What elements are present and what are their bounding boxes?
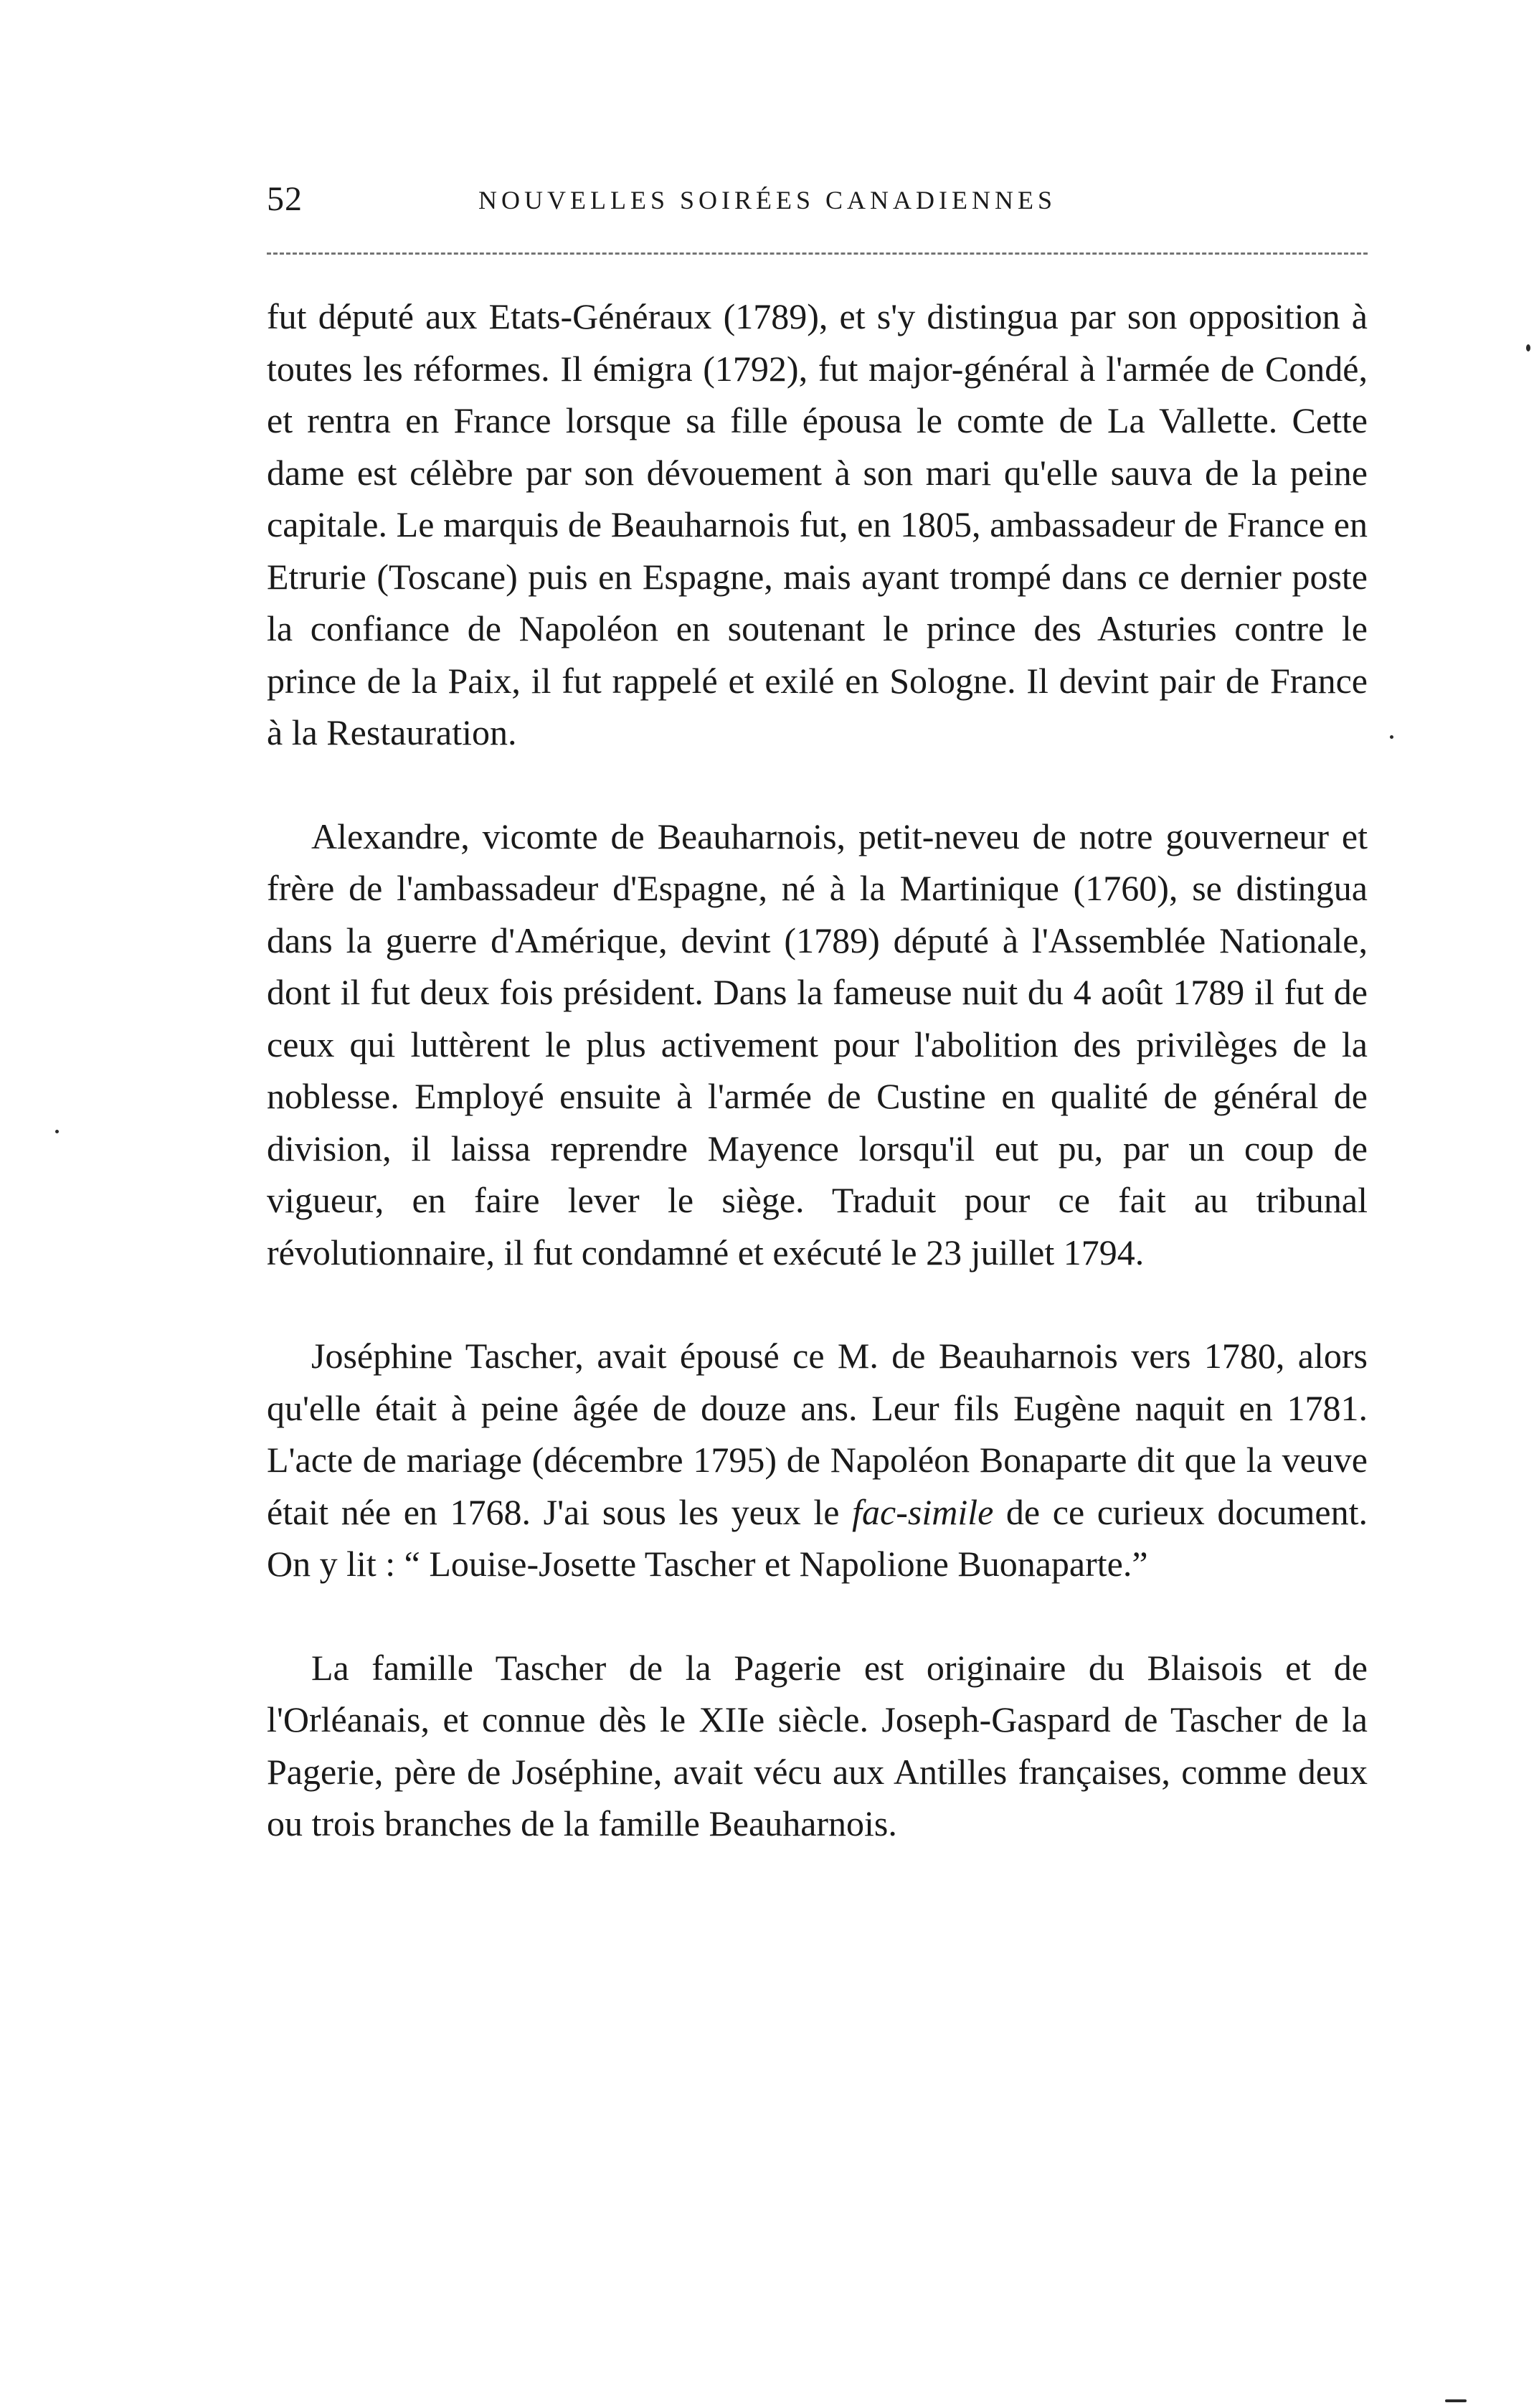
page-number: 52 bbox=[267, 180, 303, 218]
running-title: NOUVELLES SOIRÉES CANADIENNES bbox=[478, 186, 1056, 214]
josephine-text-start: Joséphine Tascher, avait épousé ce M. de Beauharnois vers 1780, alors qu'elle était à peine âgée de douze ans. Leur fils Eugène naquit en 1781. L'acte de mariage (décembre 1795) de Napoléon Bonaparte dit que la veuve était née en 1768. J'ai sous les yeux le bbox=[267, 1336, 1368, 1532]
print-speck bbox=[1526, 344, 1530, 351]
paragraph-alexandre-beauharnois: Alexandre, vicomte de Beauharnois, petit-neveu de notre gouverneur et frère de l'ambassadeur d'Espagne, né à la Martinique (1760), se distingua dans la guerre d'Amérique, devint (1789) député à l'Assemblée Nationale, dont il fut deux fois président. Dans la fameuse nuit du 4 août 1789 il fut de ceux qui luttèrent le plus activement pour l'abolition des privilèges de la noblesse. Employé ensuite à l'armée de Custine en qualité de général de division, il laissa reprendre Mayence lorsqu'il eut pu, par un coup de vigueur, en faire lever le siège. Traduit pour ce fait au tribunal révolutionnaire, il fut condamné et exécuté le 23 juillet 1794. bbox=[267, 816, 1368, 1273]
running-head bbox=[267, 179, 1368, 237]
body-text bbox=[267, 291, 1368, 1902]
josephine-text-end: de ce curieux document. On y lit : “ Louise-Josette Tascher et Napolione Buonaparte.” bbox=[267, 1491, 1368, 1584]
paragraph-famille-tascher: La famille Tascher de la Pagerie est originaire du Blaisois et de l'Orléanais, et connue dès le XIIe siècle. Joseph-Gaspard de Tascher de la Pagerie, père de Joséphine, avait vécu aux Antilles françaises, comme deux ou trois branches de la famille Beauharnois. bbox=[267, 1647, 1368, 1843]
paragraph-josephine-tascher bbox=[267, 1330, 1368, 1590]
print-speck bbox=[1445, 2399, 1467, 2402]
print-speck bbox=[55, 1130, 59, 1133]
fac-simile-term: fac-simile bbox=[852, 1491, 994, 1532]
header-rule bbox=[267, 252, 1368, 255]
print-speck bbox=[1390, 735, 1393, 739]
paragraph-marquis-beauharnois: fut député aux Etats-Généraux (1789), et s'y distingua par son opposition à toutes les réformes. Il émigra (1792), fut major-général à l'armée de Condé, et rentra en France lorsque sa fille épousa le comte de La Vallette. Cette dame est célèbre par son dévouement à son mari qu'elle sauva de la peine capitale. Le marquis de Beauharnois fut, en 1805, ambassadeur de France en Etrurie (Toscane) puis en Espagne, mais ayant trompé dans ce dernier poste la confiance de Napoléon en soutenant le prince des Asturies contre le prince de la Paix, il fut rappelé et exilé en Sologne. Il devint pair de France à la Restauration. bbox=[267, 296, 1368, 752]
